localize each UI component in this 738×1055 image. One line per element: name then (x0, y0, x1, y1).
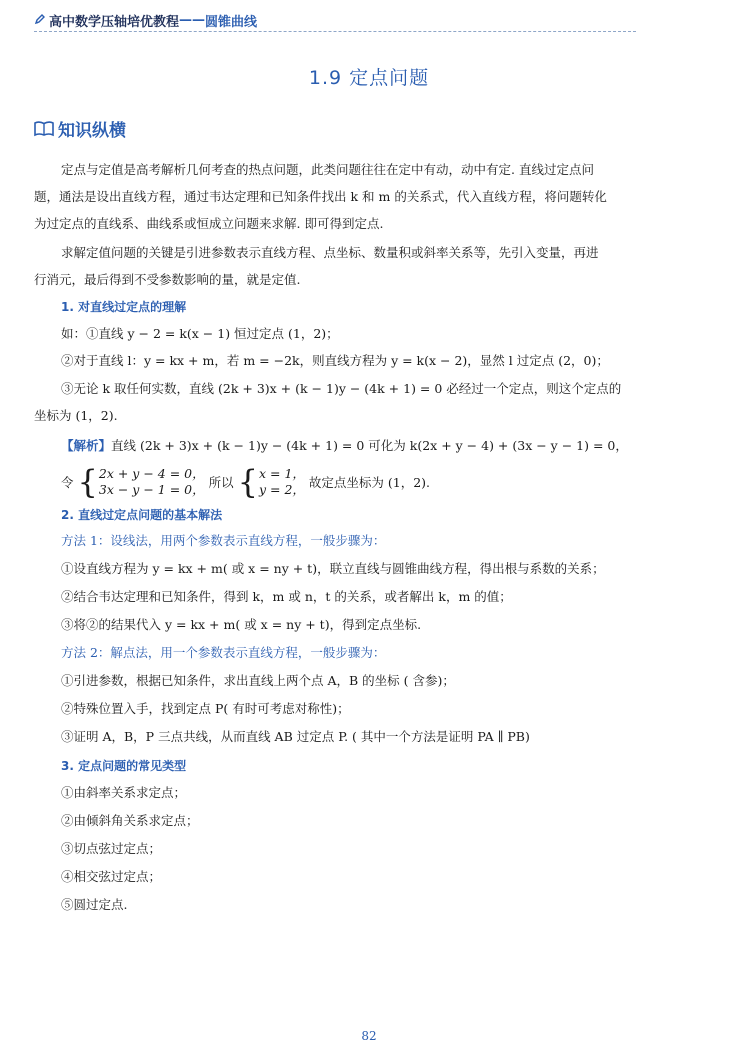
suoyi-text: 所以 (208, 475, 234, 490)
example-3b: 坐标为 (1，2). (34, 408, 118, 423)
para1-line1: 定点与定值是高考解析几何考查的热点问题，此类问题往往在定中有动，动中有定. 直线过定点问 (61, 162, 594, 177)
running-header (34, 9, 636, 32)
type-2: ②由倾斜角关系求定点； (61, 813, 199, 828)
type-3: ③切点弦过定点； (61, 841, 162, 856)
analysis-system (61, 464, 430, 500)
sol1: x = 1， (258, 466, 305, 481)
method2-head: 方法 2：解点法，用一个参数表示直线方程，一般步骤为： (61, 645, 386, 660)
sol2: y = 2， (258, 482, 305, 497)
equation-system: { 2x + y − 4 = 0， 3x − y − 1 = 0， (77, 463, 205, 501)
solution-system: { x = 1， y = 2， (237, 463, 305, 501)
para2-line2: 行消元，最后得到不受参数影响的量，就是定值. (34, 272, 301, 287)
method1-step1: ①设直线方程为 y = kx + m( 或 x = ny + t)，联立直线与圆锥曲线方程，得出根与系数的关系； (61, 561, 605, 576)
page-number: 82 (361, 1029, 377, 1043)
eq1: 2x + y − 4 = 0， (98, 466, 205, 481)
ling-text: 令 (61, 475, 74, 490)
example-1: 如：①直线 y − 2 = k(x − 1) 恒过定点 (1，2)； (61, 326, 339, 341)
book-title: 高中数学压轴培优教程 (49, 14, 180, 30)
example-3a: ③无论 k 取任何实数，直线 (2k + 3)x + (k − 1)y − (4k + 1) = 0 必经过一个定点，则这个定点的 (61, 381, 622, 396)
method2-step2: ②特殊位置入手，找到定点 P( 有时可考虑对称性)； (61, 701, 350, 716)
method1-step3: ③将②的结果代入 y = kx + m( 或 x = ny + t)，得到定点坐标. (61, 617, 422, 632)
para2-line1: 求解定值问题的关键是引进参数表示直线方程、点坐标、数量积或斜率关系等，先引入变量，再进 (61, 245, 599, 260)
method2-step1: ①引进参数，根据已知条件，求出直线上两个点 A，B 的坐标 ( 含参)； (61, 673, 455, 688)
analysis-line1 (61, 437, 628, 455)
knowledge-heading-text: 知识纵横 (58, 121, 126, 141)
eq2: 3x − y − 1 = 0， (98, 482, 205, 497)
type-4: ④相交弦过定点； (61, 869, 162, 884)
para1-line3: 为过定点的直线系、曲线系或恒成立问题来求解. 即可得到定点. (34, 216, 384, 231)
header-dash: —— (179, 12, 206, 28)
method2-step3: ③证明 A，B，P 三点共线，从而直线 AB 过定点 P. ( 其中一个方法是证明 PA ∥ PB) (61, 729, 530, 744)
example-2: ②对于直线 l：y = kx + m，若 m = −2k，则直线方程为 y = k(x − 2)，显然 l 过定点 (2，0)； (61, 353, 609, 368)
heading-2: 2. 直线过定点问题的基本解法 (61, 508, 223, 522)
knowledge-heading (34, 116, 126, 141)
analysis-tag: 【解析】 (61, 438, 112, 453)
method1-step2: ②结合韦达定理和已知条件，得到 k，m 或 n，t 的关系，或者解出 k，m 的值； (61, 589, 512, 604)
type-5: ⑤圆过定点. (61, 897, 128, 912)
book-icon (34, 121, 54, 137)
pen-icon (34, 13, 46, 28)
section-title: 1.9 定点问题 (308, 67, 430, 89)
chapter-title: 圆锥曲线 (205, 14, 258, 30)
heading-1: 1. 对直线过定点的理解 (61, 300, 187, 314)
para1-line2: 题，通法是设出直线方程，通过韦达定理和已知条件找出 k 和 m 的关系式，代入直线方程，将问题转化 (34, 189, 607, 204)
heading-3: 3. 定点问题的常见类型 (61, 759, 187, 773)
type-1: ①由斜率关系求定点； (61, 785, 187, 800)
conclusion-text: 故定点坐标为 (1，2). (308, 475, 431, 490)
method1-head: 方法 1：设线法，用两个参数表示直线方程，一般步骤为： (61, 533, 386, 548)
analysis-text: 直线 (2k + 3)x + (k − 1)y − (4k + 1) = 0 可化为 k(2x + y − 4) + (3x − y − 1) = 0， (111, 438, 628, 453)
